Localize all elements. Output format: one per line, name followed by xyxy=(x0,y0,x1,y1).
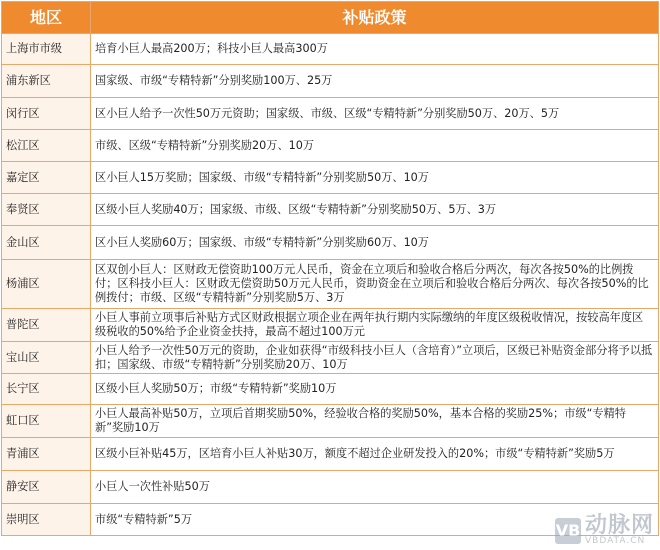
table-row xyxy=(2,194,659,226)
region-cell: 浦东新区 xyxy=(2,65,91,98)
policy-cell: 小巨人给予一次性50万元的资助，企业如获得“市级科技小巨人（含培育）”立项后，区级已补贴资金部分将予以抵扣；国家级、市级“专精特新”分别奖励20万、10万 xyxy=(91,342,659,374)
table-row xyxy=(2,34,659,65)
header-region: 地区 xyxy=(2,2,91,34)
region-cell: 长宁区 xyxy=(2,374,91,405)
policy-cell: 区小巨人给予一次性50万元资助；国家级、市级、区级“专精特新”分别奖励50万、20万、5万 xyxy=(91,98,659,130)
table-row xyxy=(2,309,659,342)
watermark xyxy=(555,515,654,546)
policy-cell: 小巨人最高补贴50万，立项后首期奖励50%，经验收合格的奖励50%，基本合格的奖励25%；市级“专精特新”奖励10万 xyxy=(91,405,659,438)
table-row xyxy=(2,374,659,405)
policy-cell: 区级小巨人奖励40万；国家级、市级、区级“专精特新”分别奖励50万、5万、3万 xyxy=(91,194,659,226)
region-cell: 虹口区 xyxy=(2,405,91,438)
region-cell: 普陀区 xyxy=(2,309,91,342)
table-row xyxy=(2,405,659,438)
policy-cell: 区小巨人15万奖励；国家级、市级“专精特新”分别奖励50万、10万 xyxy=(91,162,659,194)
policy-cell: 市级、区级“专精特新”分别奖励20万、10万 xyxy=(91,130,659,162)
region-cell: 松江区 xyxy=(2,130,91,162)
watermark-text xyxy=(585,515,654,546)
table-row xyxy=(2,65,659,98)
region-cell: 奉贤区 xyxy=(2,194,91,226)
region-cell: 青浦区 xyxy=(2,438,91,471)
region-cell: 崇明区 xyxy=(2,504,91,536)
table-header-row xyxy=(2,2,659,34)
table-row xyxy=(2,260,659,309)
subsidy-policy-table xyxy=(1,1,659,536)
region-cell: 嘉定区 xyxy=(2,162,91,194)
watermark-domain: VBDATA.CN xyxy=(584,536,646,546)
header-policy: 补贴政策 xyxy=(91,2,659,34)
table-row xyxy=(2,438,659,471)
region-cell: 金山区 xyxy=(2,226,91,260)
region-cell: 静安区 xyxy=(2,471,91,504)
region-cell: 闵行区 xyxy=(2,98,91,130)
policy-cell: 小巨人一次性补贴50万 xyxy=(91,471,659,504)
policy-cell: 小巨人事前立项事后补贴方式区财政根据立项企业在两年执行期内实际缴纳的年度区级税收情况，按较高年度区级税收的50%给予企业资金扶持，最高不超过100万元 xyxy=(91,309,659,342)
vbdata-logo-icon: VB xyxy=(555,518,581,544)
policy-cell: 培育小巨人最高200万；科技小巨人最高300万 xyxy=(91,34,659,65)
policy-cell: 区级小巨补贴45万，区培育小巨人补贴30万，额度不超过企业研发投入的20%；市级“专精特新”奖励5万 xyxy=(91,438,659,471)
policy-cell: 区小巨人奖励60万；国家级、市级“专精特新”分别奖励60万、10万 xyxy=(91,226,659,260)
table-row xyxy=(2,226,659,260)
region-cell: 杨浦区 xyxy=(2,260,91,309)
policy-cell: 区级小巨人奖励50万；市级“专精特新”奖励10万 xyxy=(91,374,659,405)
watermark-brand: 动脉网 xyxy=(584,513,654,538)
region-cell: 宝山区 xyxy=(2,342,91,374)
table-row xyxy=(2,342,659,374)
table-row xyxy=(2,98,659,130)
table-row xyxy=(2,130,659,162)
policy-cell: 区双创小巨人：区财政无偿资助100万元人民币，资金在立项后和验收合格后分两次，每次各按50%的比例拨付；区科技小巨人：区财政无偿资助50万元人民币，资助资金在立项后和验收合格后分两次、每次各按50%的比例拨付；市级、区级“专精特新”分别奖励5万、3万 xyxy=(91,260,659,309)
table-row xyxy=(2,471,659,504)
policy-cell: 国家级、市级“专精特新”分别奖励100万、25万 xyxy=(91,65,659,98)
table-row xyxy=(2,162,659,194)
region-cell: 上海市市级 xyxy=(2,34,91,65)
policy-cell: 市级“专精特新”5万 xyxy=(91,504,659,536)
